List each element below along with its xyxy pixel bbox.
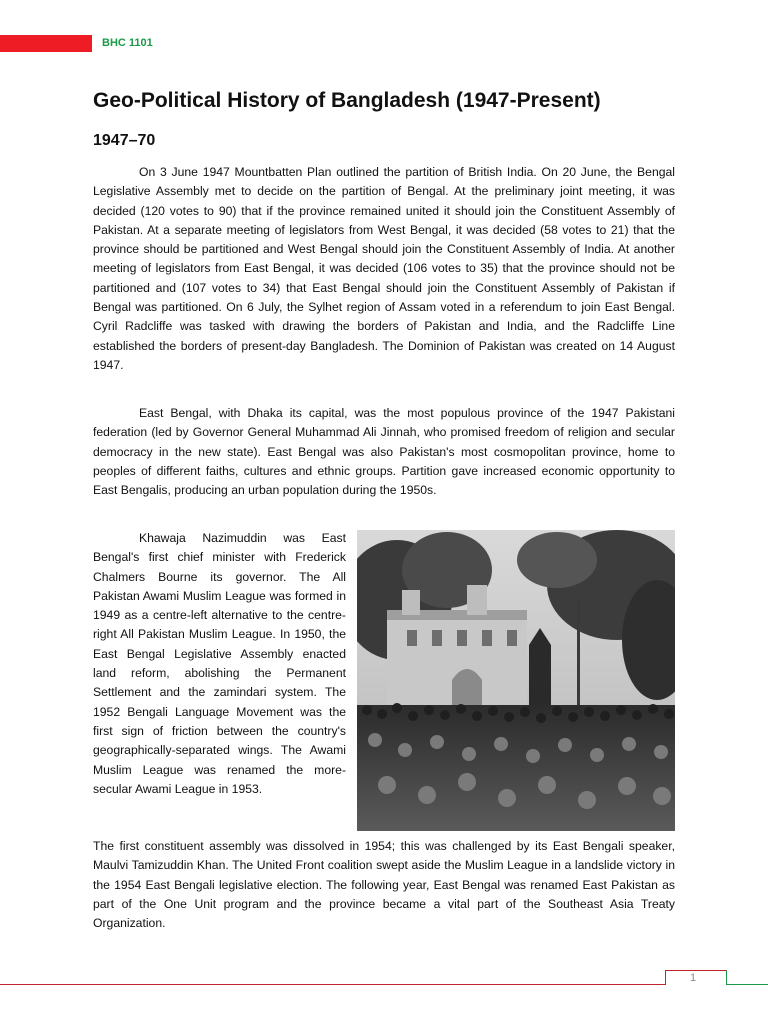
paragraph-constituent-assembly: The first constituent assembly was dissolved in 1954; this was challenged by its East Bengali speaker, Maulvi Tamizuddin Khan. The United Front coalition swept aside the Muslim League in a landslide victory in the 1954 East Bengali legislative election. The following year, East Bengal was renamed East Pakistan as part of the One Unit program and the province became a vital part of the Southeast Asia Treaty Organization. (93, 839, 675, 931)
section-heading: 1947–70 (93, 132, 156, 149)
header-accent-bar (0, 35, 92, 52)
page-number: 1 (690, 972, 697, 984)
paragraph-partition: On 3 June 1947 Mountbatten Plan outlined the partition of British India. On 20 June, the Bengal Legislative Assembly met to decide on the partition of Bengal. At the preliminary joint meeting, it was decided (120 votes to 90) that if the province remained united it should join the Constituent Assembly of Pakistan. At a separate meeting of legislators from West Bengal, it was decided (58 votes to 21) that the province should be partitioned and West Bengal should join the Constituent Assembly of India. At another meeting of legislators from East Bengal, it was decided (106 votes to 35) that the province should not be partitioned and (107 votes to 34) that East Bengal should join the Constituent Assembly of Pakistan if Bengal was partitioned. On 6 July, the Sylhet region of Assam voted in a referendum to join East Bengal. Cyril Radcliffe was tasked with drawing the borders of Pakistan and India, and the Radcliffe Line established the borders of present-day Bangladesh. The Dominion of Pakistan was created on 14 August 1947. (93, 165, 675, 372)
page-title: Geo-Political History of Bangladesh (1947-Present) (93, 89, 601, 112)
course-code: BHC 1101 (102, 37, 153, 49)
footer-rule-right (726, 984, 768, 985)
historical-photo (357, 530, 675, 831)
paragraph-nazimuddin: Khawaja Nazimuddin was East Bengal's first chief minister with Frederick Chalmers Bourne its governor. The All Pakistan Awami Muslim League was formed in 1949 as a centre-left alternative to the centre-right All Pakistan Muslim League. In 1950, the East Bengal Legislative Assembly enacted land reform, abolishing the Permanent Settlement and the zamindari system. The 1952 Bengali Language Movement was the first sign of friction between the country's geographically-separated wings. The Awami Muslim League was renamed the more-secular Awami League in 1953. (93, 531, 346, 796)
footer-rule-left (0, 984, 665, 985)
paragraph-east-bengal: East Bengal, with Dhaka its capital, was the most populous province of the 1947 Pakistani federation (led by Governor General Muhammad Ali Jinnah, who promised freedom of religion and secular democracy in the new state). East Bengal was also Pakistan's most cosmopolitan province, home to peoples of different faiths, cultures and ethnic groups. Partition gave increased economic opportunity to East Bengalis, producing an urban population during the 1950s. (93, 406, 675, 498)
